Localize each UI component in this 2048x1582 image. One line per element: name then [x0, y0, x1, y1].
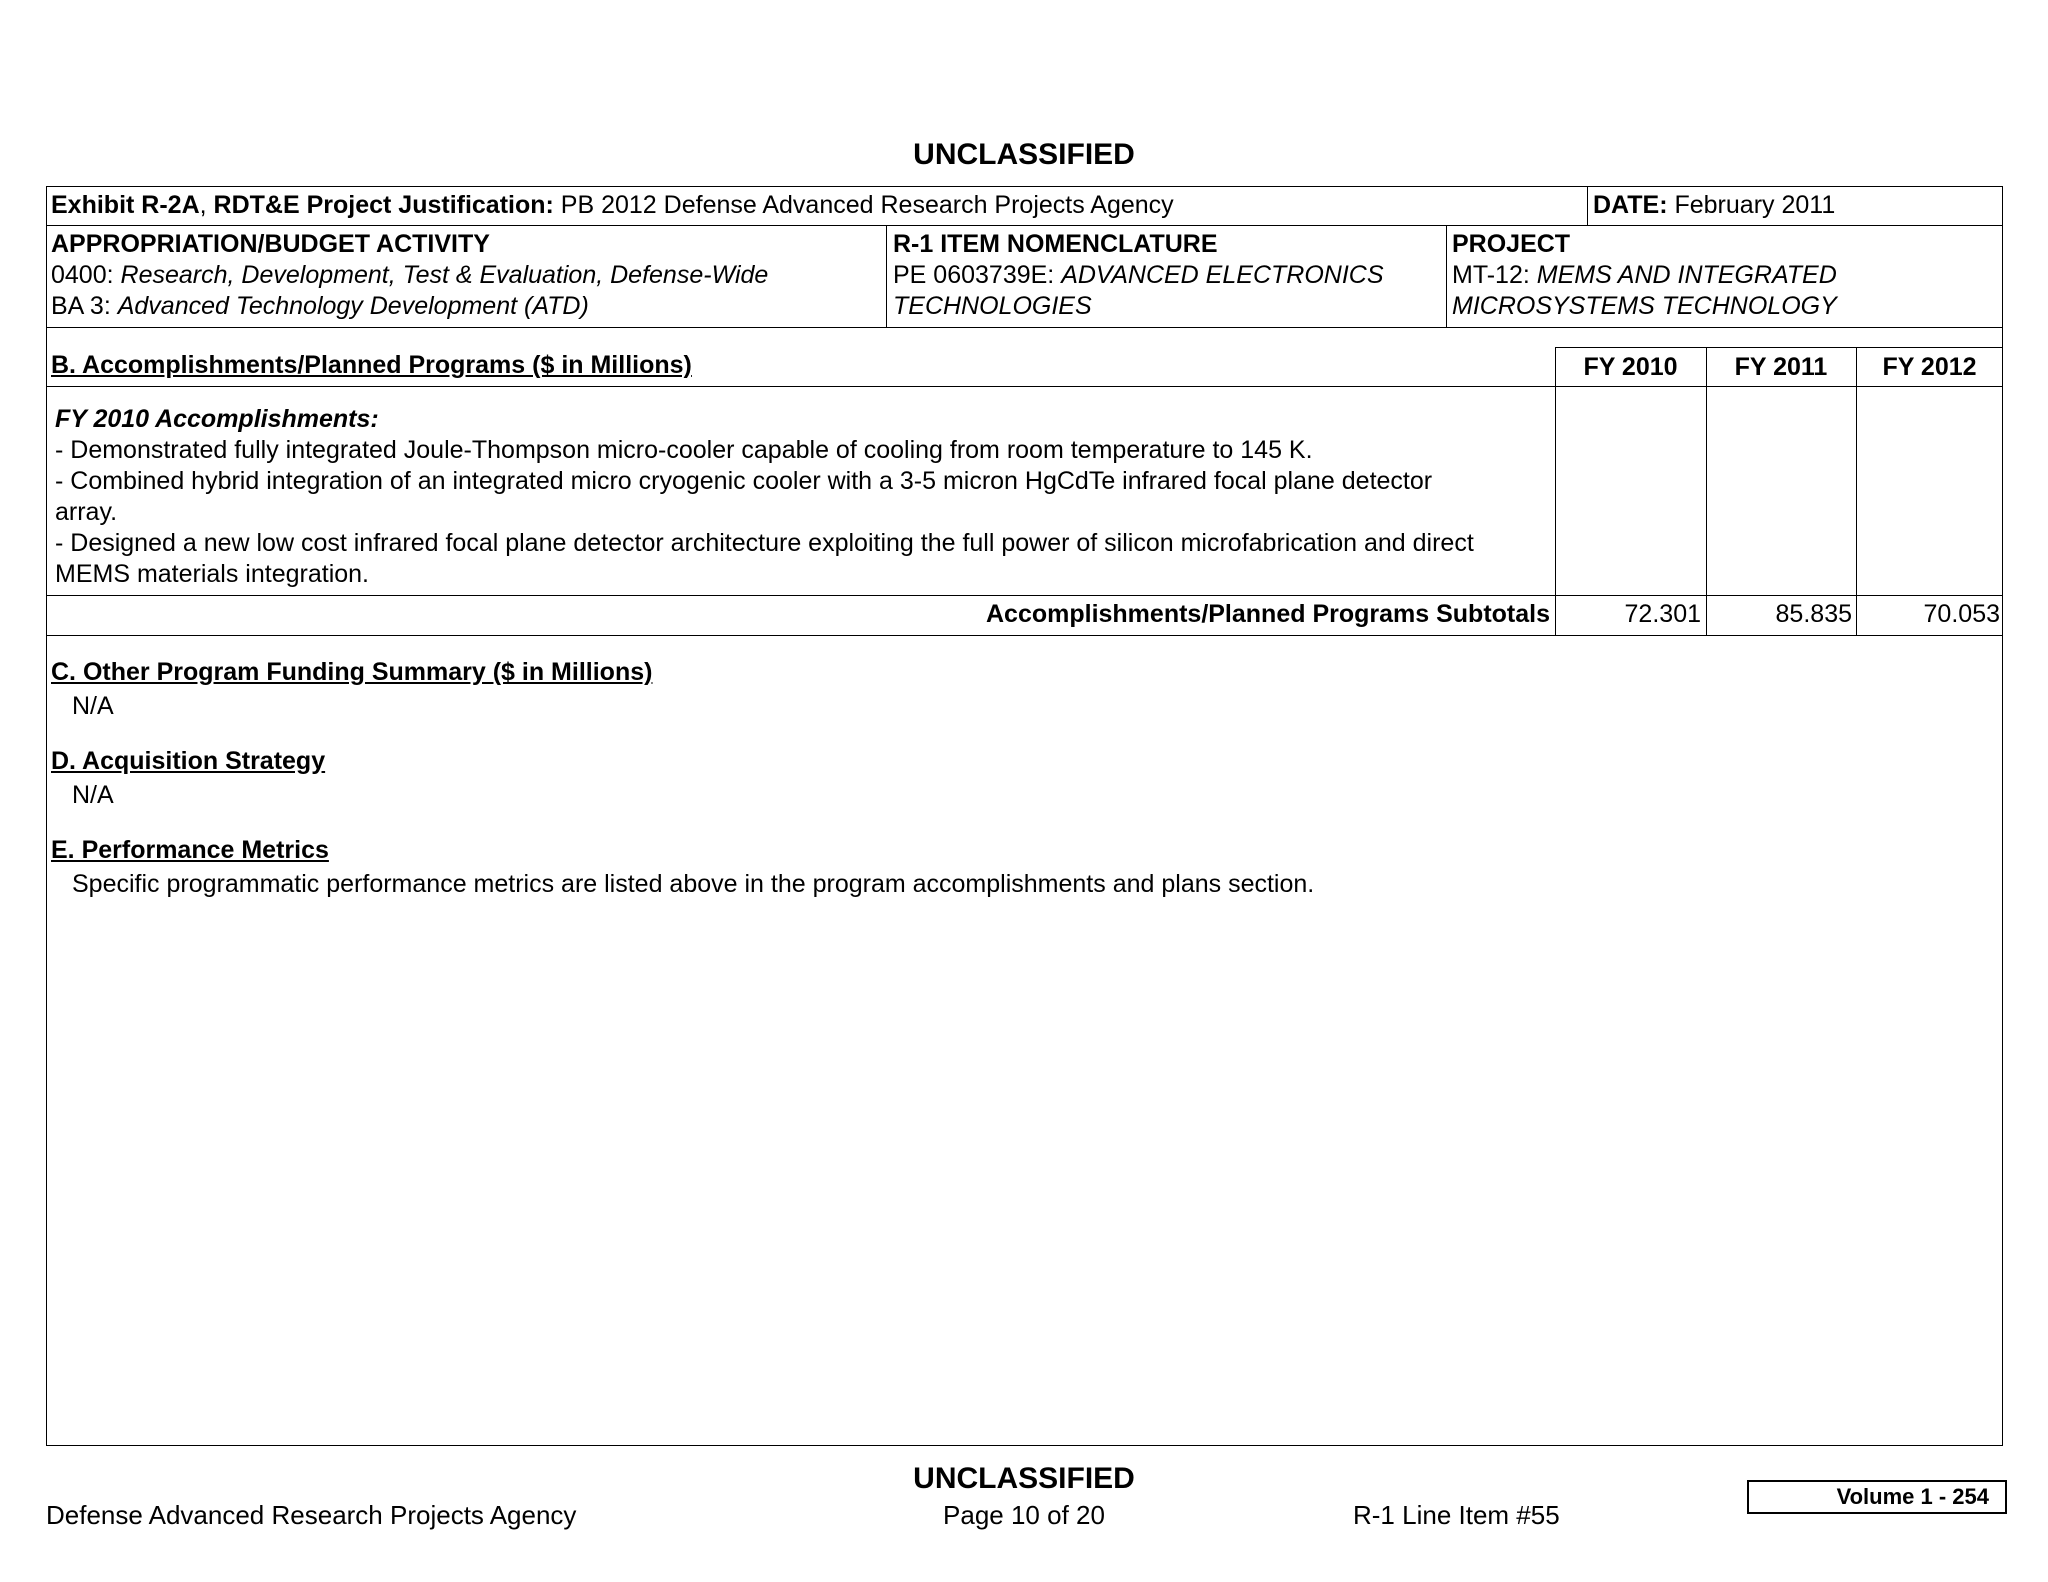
classification-bottom: UNCLASSIFIED: [913, 1462, 1135, 1495]
date-label: DATE:: [1593, 191, 1668, 219]
section-d-title: D. Acquisition Strategy: [51, 747, 326, 775]
subtotal-bottom: [46, 635, 2003, 636]
appropriation-text-2: Advanced Technology Development (ATD): [117, 292, 589, 320]
footer-page: Page 10 of 20: [943, 1500, 1105, 1530]
subtotal-fy2010: 72.301: [1624, 600, 1701, 628]
appropriation-line-2: [51, 291, 589, 322]
col-header-fy2010: FY 2010: [1583, 353, 1678, 381]
appropriation-code-1: 0400:: [51, 261, 121, 289]
info-divider: [46, 327, 2003, 328]
section-c-title: C. Other Program Funding Summary ($ in Millions): [51, 658, 653, 686]
footer-line-item: R-1 Line Item #55: [1353, 1500, 1560, 1530]
project-line-2: MICROSYSTEMS TECHNOLOGY: [1452, 292, 1837, 320]
subtotal-fy2012: 70.053: [1923, 600, 2000, 628]
section-b-header-bottom: [46, 386, 2003, 387]
exhibit-header: [51, 190, 1174, 221]
subtotal-top: [46, 595, 2003, 596]
volume-box: Volume 1 - 254: [1747, 1480, 2007, 1514]
nomenclature-divider: [886, 225, 887, 327]
nomenclature-line-2: TECHNOLOGIES: [893, 292, 1092, 320]
project-divider: [1446, 225, 1447, 327]
appropriation-code-2: BA 3:: [51, 292, 118, 320]
subtotal-fy2011: 85.835: [1775, 600, 1852, 628]
nomenclature-text-1: ADVANCED ELECTRONICS: [1061, 261, 1384, 289]
nomenclature-line-1: [893, 260, 1384, 291]
date-divider: [1587, 186, 1588, 225]
project-text-1: MEMS AND INTEGRATED: [1536, 261, 1837, 289]
exhibit-label: Exhibit R-2A: [51, 191, 200, 219]
project-title: PROJECT: [1452, 230, 1571, 258]
footer-agency: Defense Advanced Research Projects Agency: [46, 1500, 577, 1530]
justification-label: RDT&E Project Justification:: [213, 191, 554, 219]
accomplishment-line-4: - Designed a new low cost infrared focal plane detector architecture exploiting the full power of silicon microfabrication and direct: [55, 529, 1474, 557]
section-d-text: N/A: [72, 781, 114, 809]
col-header-fy2012: FY 2012: [1882, 353, 1977, 381]
section-e-text: Specific programmatic performance metrics are listed above in the program accomplishments and plans section.: [72, 870, 1315, 898]
fy2011-col-line: [1706, 347, 1707, 635]
accomplishment-line-1: - Demonstrated fully integrated Joule-Thompson micro-cooler capable of cooling from room temperature to 145 K.: [55, 436, 1313, 464]
section-e-title: E. Performance Metrics: [51, 836, 329, 864]
accomplishment-line-3: array.: [55, 498, 118, 526]
header-divider: [46, 225, 2003, 226]
appropriation-title: APPROPRIATION/BUDGET ACTIVITY: [51, 230, 490, 258]
project-code: MT-12:: [1452, 261, 1537, 289]
nomenclature-title: R-1 ITEM NOMENCLATURE: [893, 230, 1218, 258]
accomplishment-line-2: - Combined hybrid integration of an integrated micro cryogenic cooler with a 3-5 micron HgCdTe infrared focal plane detector: [55, 467, 1433, 495]
project-line-1: [1452, 260, 1837, 291]
classification-top: UNCLASSIFIED: [913, 138, 1135, 171]
section-b-title: B. Accomplishments/Planned Programs ($ in Millions): [51, 351, 692, 379]
date-value: February 2011: [1667, 191, 1836, 219]
date-field: [1593, 190, 1835, 221]
fy-header-top: [1555, 347, 2003, 348]
subtotal-label: Accomplishments/Planned Programs Subtotals: [985, 600, 1550, 628]
nomenclature-code: PE 0603739E:: [893, 261, 1062, 289]
col-header-fy2011: FY 2011: [1734, 353, 1828, 381]
section-c-text: N/A: [72, 692, 114, 720]
fy2012-col-line: [1856, 347, 1857, 635]
exhibit-sep: ,: [199, 191, 214, 219]
appropriation-text-1: Research, Development, Test & Evaluation, Defense-Wide: [120, 261, 769, 289]
accomplishments-heading: FY 2010 Accomplishments:: [55, 405, 379, 433]
justification-value: PB 2012 Defense Advanced Research Projects Agency: [553, 191, 1174, 219]
fy2010-col-line: [1555, 347, 1556, 635]
appropriation-line-1: [51, 260, 768, 291]
accomplishment-line-5: MEMS materials integration.: [55, 560, 370, 588]
